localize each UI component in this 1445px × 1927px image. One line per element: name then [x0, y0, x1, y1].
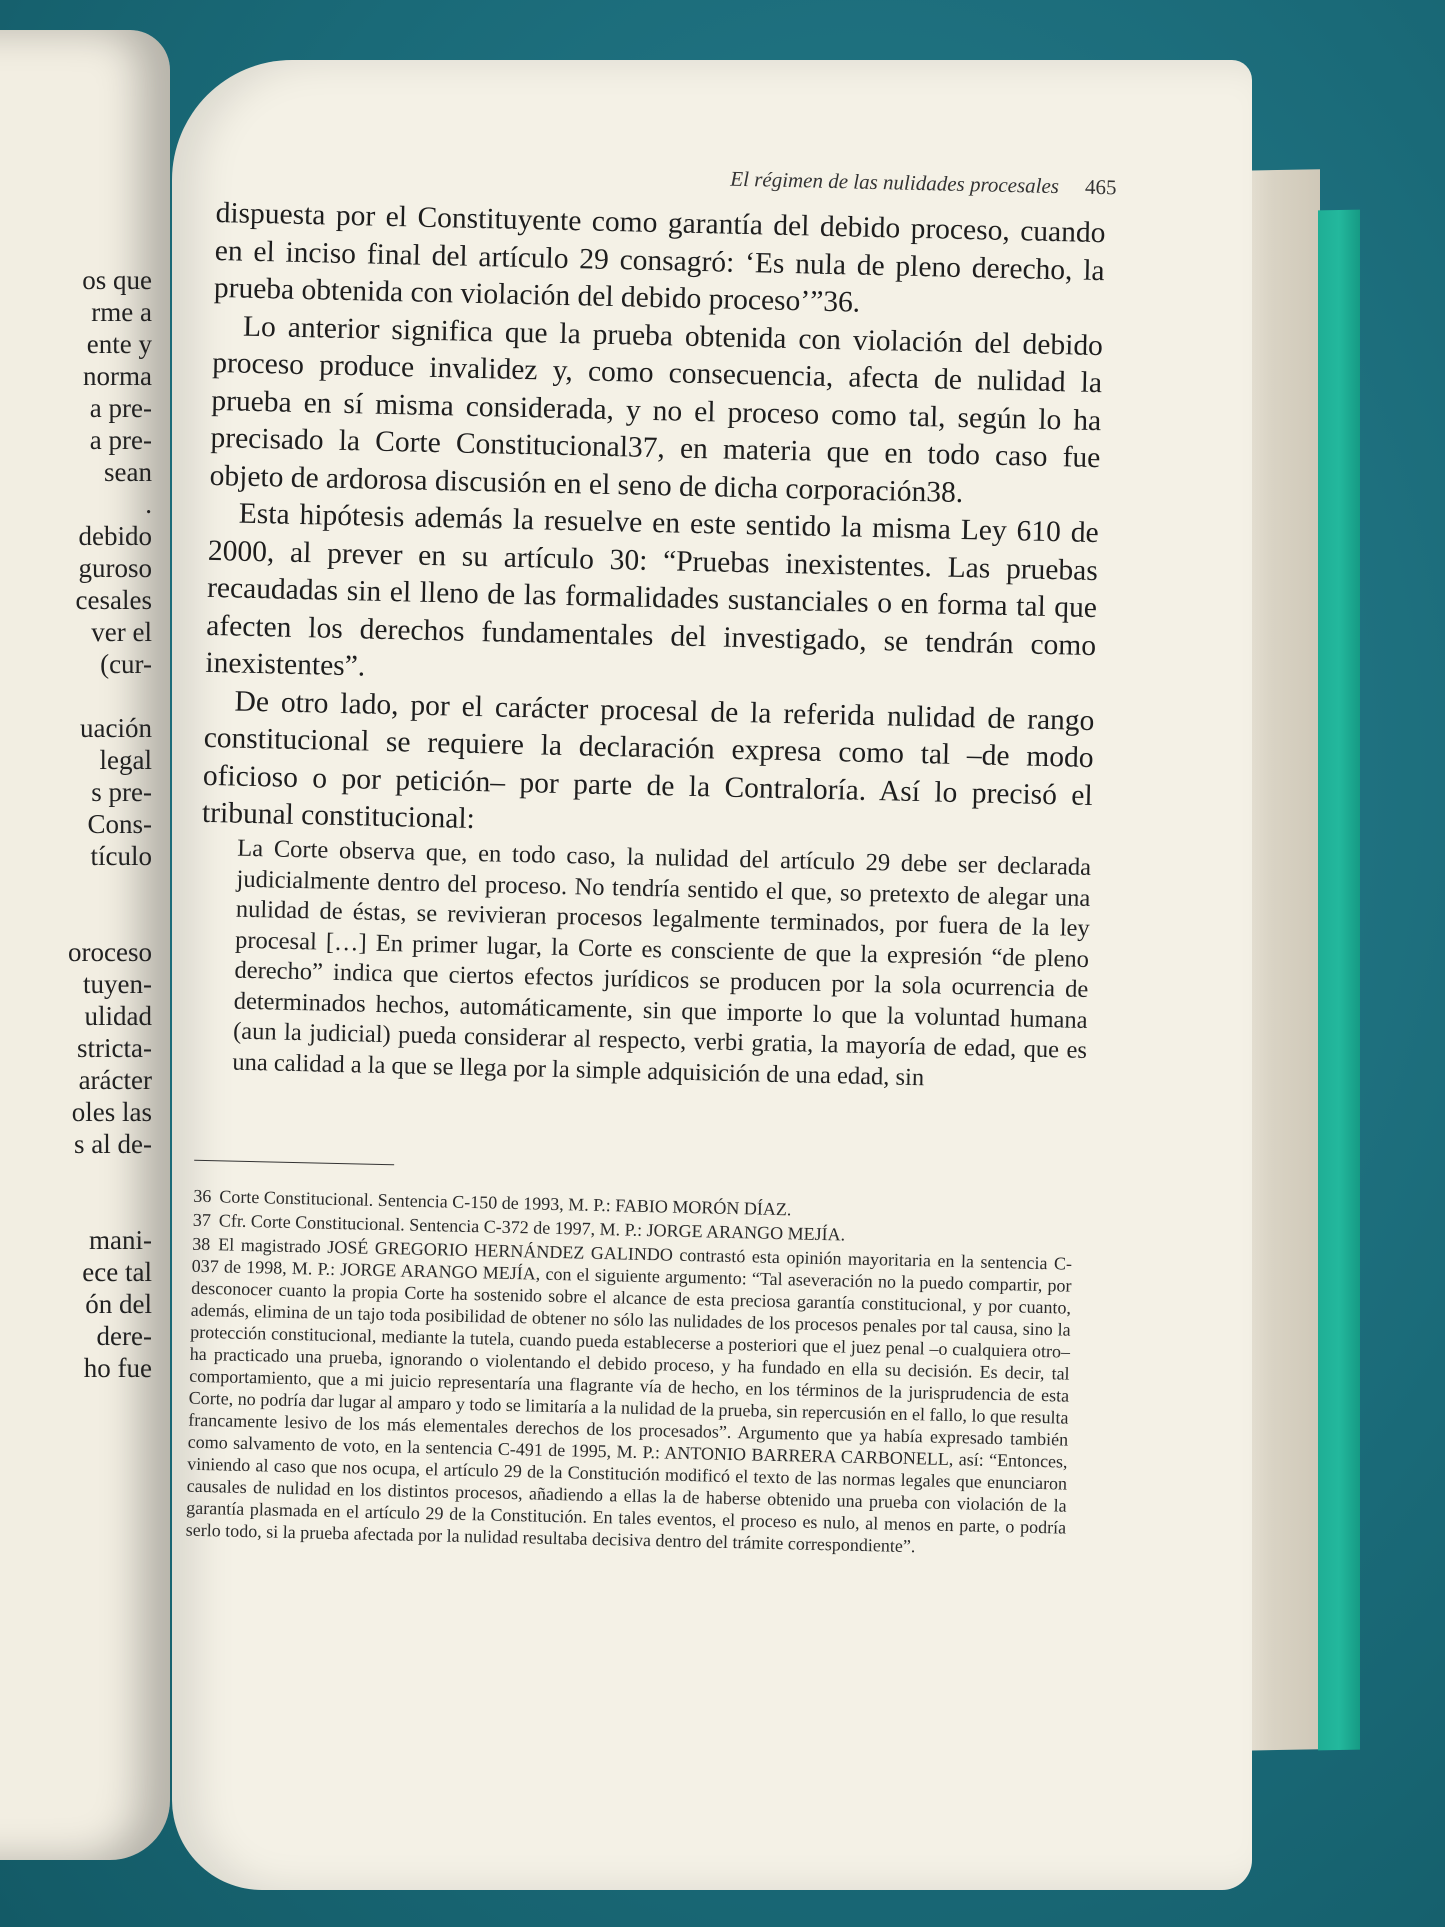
left-page — [0, 30, 170, 1860]
left-page-line: ulidad — [84, 1001, 152, 1031]
footnote-text: Corte Constitucional. Sentencia C-150 de 1993, M. P.: FABIO MORÓN DÍAZ. — [219, 1186, 792, 1220]
block-quote: La Corte observa que, en todo caso, la nulidad del artículo 29 debe ser declarada judicialmente dentro del proceso. No tendría sentido el que, so pretexto de alegar una nulidad de éstas, se revivieran procesos legalmente terminados, por fuera de la ley procesal […] En primer lugar, la Corte es consciente de que la expresión “de pleno derecho” indica que ciertos efectos jurídicos se producen por la sola ocurrencia de determinados hechos, automáticamente, sin que importe lo que la voluntad humana (aun la judicial) pueda considerar al respecto, verbi gratia, la mayoría de edad, que es una calidad a la que se llega por la simple adquisición de una edad, sin — [232, 834, 1092, 1091]
paragraph: dispuesta por el Constituyente como garantía del debido proceso, cuando en el inciso final del artículo 29 consagró: ‘Es nula de pleno derecho, la prueba obtenida con violación del debido proceso’”36. — [213, 196, 1106, 319]
left-page-line: guroso — [78, 553, 152, 583]
paragraph: De otro lado, por el carácter procesal de la referida nulidad de rango constitucional se requiere la declaración expresa como tal –de modo oficioso o por petición– por parte de la Contraloría. Así lo precisó el tribunal constitucional: — [201, 685, 1095, 836]
footnote-text: Cfr. Corte Constitucional. Sentencia C-372 de 1997, M. P.: JORGE ARANGO MEJÍA. — [218, 1210, 846, 1245]
left-page-line: tuyen- — [83, 969, 152, 999]
page-number: 465 — [1084, 174, 1117, 200]
left-page-line: oles las — [71, 1097, 152, 1127]
left-page-line: sean — [104, 457, 152, 487]
running-head-title: El régimen de las nulidades procesales — [730, 166, 1060, 199]
left-page-line: os que — [82, 265, 152, 295]
footnote-number: 38 — [192, 1233, 211, 1255]
left-page-line: stricta- — [77, 1033, 152, 1063]
left-page-line: ece tal — [82, 1257, 152, 1287]
left-page-line: uación — [80, 713, 152, 743]
footnote — [186, 1233, 1073, 1561]
left-page-line: debido — [78, 521, 152, 551]
left-page-line: ente y — [86, 329, 152, 359]
footnote-number: 36 — [193, 1185, 212, 1207]
left-page-line: s pre- — [91, 777, 152, 807]
left-page-line: . — [145, 489, 152, 519]
page-content — [185, 155, 1117, 1557]
book-cover-edge — [1318, 210, 1360, 1751]
left-page-line: norma — [83, 361, 152, 391]
left-page-line: mani- — [89, 1225, 152, 1255]
paragraph: Esta hipótesis además la resuelve en este sentido la misma Ley 610 de 2000, al prever en su artículo 30: “Pruebas inexistentes. Las pruebas recaudadas sin el lleno de las formalidades sustanciales o en forma tal que afecten los derechos fundamentales del investigado, se tendrán como inexistentes”. — [205, 497, 1100, 683]
footnote-text: El magistrado JOSÉ GREGORIO HERNÁNDEZ GALINDO contrastó esta opinión mayoritaria en la sentencia C-037 de 1998, M. P.: JORGE ARANGO MEJÍA, con el siguiente argumento: “Tal aseveración no la puedo compartir, por desconocer cuanto la propia Corte ha sostenido sobre el alcance de esta preciosa garantía constitucional, y por cuanto, además, elimina de un tajo toda posibilidad de obtener no sólo las nulidades de los procesos penales por tal causa, sino la protección constitucional, mediante la tutela, cuando pueda establecerse a posteriori que el juez penal –o cualquiera otro– ha practicado una prueba, ignorando o violentando el debido proceso, y ha fundado en ella su decisión. Es decir, tal comportamiento, que a mi juicio representaría una flagrante vía de hecho, en los términos de la jurisprudencia de esta Corte, no podría dar lugar al amparo y todo se limitaría a la nulidad de la prueba, sin repercusión en el fallo, lo que resulta francamente lesivo de los más elementales derechos de los procesados”. Argumento que ya había expresado también como salvamento de voto, en la sentencia C-491 de 1995, M. P.: ANTONIO BARRERA CARBONELL, así: “Entonces, viniendo al caso que nos ocupa, el artículo 29 de la Constitución modificó el texto de las normas legales que enunciaron causales de nulidad en los distintos procesos, añadiendo a ellas la de haberse obtenido una prueba con violación de la garantía plasmada en el artículo 29 de la Constitución. En tales eventos, el proceso es nulo, al menos en parte, o podría serlo todo, si la prueba afectada por la nulidad resultaba decisiva dentro del trámite correspondiente”. — [185, 1234, 1073, 1557]
left-page-line: Cons- — [87, 809, 152, 839]
left-page-line: ver el — [91, 617, 152, 647]
left-page-line: a pre- — [89, 425, 152, 455]
left-page-line: ho fue — [83, 1353, 152, 1383]
right-page — [172, 60, 1252, 1890]
body-text — [202, 195, 1106, 853]
left-page-line: arácter — [78, 1065, 152, 1095]
left-page-line: legal — [99, 745, 152, 775]
footnote-rule — [194, 1160, 394, 1166]
left-page-line: s al de- — [74, 1129, 152, 1159]
left-page-line: (cur- — [100, 649, 152, 679]
footnote-number: 37 — [192, 1209, 212, 1231]
footnotes — [186, 1185, 1074, 1563]
paragraph: Lo anterior significa que la prueba obtenida con violación del debido proceso produce invalidez y, como consecuencia, afecta de nulidad la prueba en sí misma considerada, y no el proceso como tal, según lo ha precisado la Corte Constitucional37, en materia que en todo caso fue objeto de ardorosa discusión en el seno de dicha corporación38. — [209, 310, 1104, 509]
left-page-line: ón del — [85, 1289, 152, 1319]
page-block-edge — [1240, 169, 1320, 1750]
left-page-line: a pre- — [89, 393, 152, 423]
left-page-line: dere- — [96, 1321, 152, 1351]
running-head — [730, 167, 1117, 201]
left-page-line: cesales — [75, 585, 152, 615]
left-page-line: rme a — [91, 297, 152, 327]
left-page-line: oroceso — [68, 937, 152, 967]
left-page-line: tículo — [90, 841, 152, 871]
